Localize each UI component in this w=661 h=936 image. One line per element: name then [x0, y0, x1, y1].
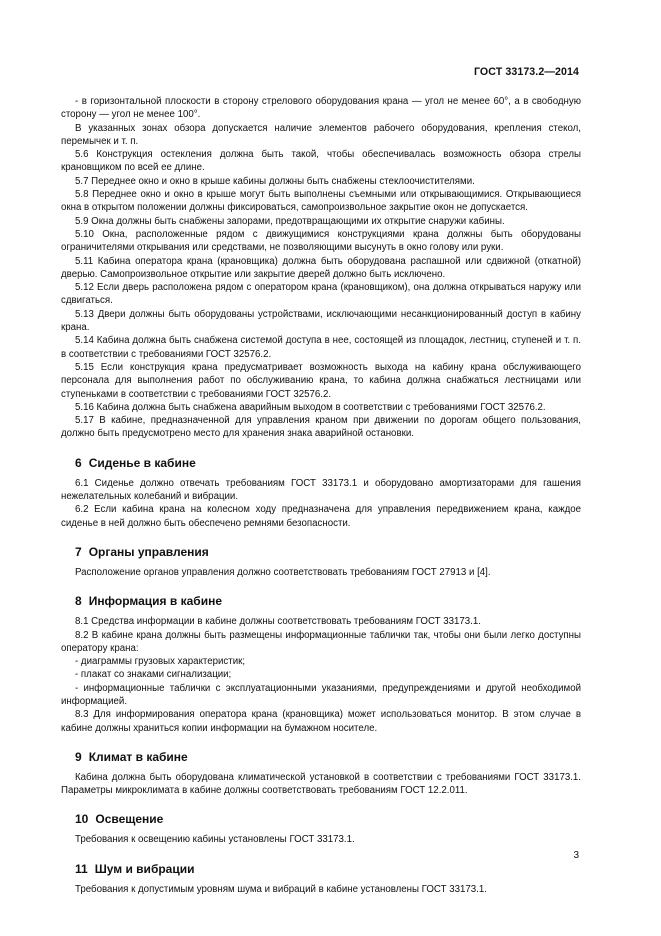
list-item-info-plates: - информационные таблички с эксплуатационными указаниями, предупреждениями и другой необходимой информацией.: [61, 682, 581, 707]
section-7-heading: [61, 545, 581, 559]
paragraph-8-2: 8.2 В кабине крана должны быть размещены информационные таблички так, чтобы они были легко доступны оператору крана:: [61, 629, 581, 654]
paragraph-5-14: 5.14 Кабина должна быть снабжена системой доступа в нее, состоящей из площадок, лестниц, ступеней и т. п. в соответствии с требованиями ГОСТ 32576.2.: [61, 335, 581, 360]
page-number: 3: [573, 850, 579, 861]
paragraph-11: Требования к допустимым уровням шума и вибраций в кабине установлены ГОСТ 33173.1.: [75, 883, 487, 895]
paragraph-6-1: 6.1 Сиденье должно отвечать требованиям ГОСТ 33173.1 и оборудовано амортизаторами для гашения нежелательных колебаний и вибрации.: [61, 477, 581, 503]
paragraph-5-9: 5.9 Окна должны быть снабжены запорами, предотвращающими их открытие снаружи кабины.: [75, 215, 505, 227]
section-6-title: Сиденье в кабине: [88, 455, 196, 470]
list-item-signal-poster: - плакат со знаками сигнализации;: [75, 669, 232, 681]
section-11-title: Шум и вибрации: [94, 861, 195, 876]
section-6-heading: [61, 456, 581, 470]
paragraph-5-13: 5.13 Двери должны быть оборудованы устройствами, исключающими несанкционированный доступ в кабину крана.: [61, 308, 581, 334]
paragraph-5-10: 5.10 Окна, расположенные рядом с движущимися конструкциями крана должны быть оборудованы ограничителями открывания или средствами, не позволяющими высунуть в окно голову или руки.: [61, 228, 581, 254]
paragraph-5-6: 5.6 Конструкция остекления должна быть такой, чтобы обеспечивалась возможность обзора стрелы крановщиком по всей ее длине.: [61, 149, 581, 174]
paragraph-5-view-angles: - в горизонтальной плоскости в сторону стрелового оборудования крана — угол не менее 60°, а в свободную сторону — угол не менее 100°.: [61, 96, 581, 121]
paragraph-5-11: 5.11 Кабина оператора крана (крановщика) должна быть оборудована распашной или сдвижной (откатной) дверью. Самопроизвольное открытие или закрытие дверей должно быть исключено.: [61, 255, 581, 280]
section-10-title: Освещение: [95, 812, 164, 827]
document-id: ГОСТ 33173.2—2014: [473, 66, 579, 78]
list-item-load-charts: - диаграммы грузовых характеристик;: [75, 656, 246, 668]
paragraph-8-1: 8.1 Средства информации в кабине должны соответствовать требованиям ГОСТ 33173.1.: [75, 616, 481, 628]
section-7-number: 7: [75, 544, 82, 559]
paragraph-6-2: 6.2 Если кабина крана на колесном ходу предназначена для управления передвижением крана, каждое сиденье в ней должно быть обеспечено ремнями безопасности.: [61, 504, 581, 529]
paragraph-5-17: 5.17 В кабине, предназначенной для управления краном при движении по дорогам общего пользования, должно быть предусмотрено место для хранения знака аварийной остановки.: [61, 415, 581, 440]
section-10-number: 10: [75, 812, 89, 827]
paragraph-5-8: 5.8 Переднее окно и окно в крыше могут быть выполнены съемными или открывающимися. Открывающиеся окна в открытом положении должны фиксироваться, самопроизвольное закрытие окон не допускается.: [61, 189, 581, 214]
paragraph-5-15: 5.15 Если конструкция крана предусматривает возможность выхода на кабину крана обслуживающего персонала для выполнения работ по обслуживанию крана, то кабина должна снабжаться лестницами или ступеньками в соответствии с требованиями ГОСТ 32576.2.: [61, 361, 581, 400]
section-7-title: Органы управления: [88, 544, 209, 559]
section-11-heading: [61, 862, 581, 876]
section-9-number: 9: [75, 749, 82, 764]
paragraph-7: Расположение органов управления должно соответствовать требованиям ГОСТ 27913 и [4].: [75, 566, 491, 578]
section-8-number: 8: [75, 594, 82, 609]
paragraph-5-7: 5.7 Переднее окно и окно в крыше кабины должны быть снабжены стеклоочистителями.: [75, 175, 475, 187]
section-8-title: Информация в кабине: [88, 594, 222, 609]
section-11-number: 11: [75, 861, 88, 876]
section-9-title: Климат в кабине: [88, 749, 188, 764]
paragraph-9: Кабина должна быть оборудована климатической установкой в соответствии с требованиями ГОСТ 33173.1. Параметры микроклимата в кабине должны соответствовать требованиям ГОСТ 12.2.011.: [61, 771, 581, 797]
section-8-heading: [61, 594, 581, 608]
paragraph-10: Требования к освещению кабины установлены ГОСТ 33173.1.: [75, 834, 355, 846]
page-content: [61, 95, 581, 896]
section-10-heading: [61, 812, 581, 826]
paragraph-8-3: 8.3 Для информирования оператора крана (крановщика) может использоваться монитор. В этом случае в кабине должны храниться копии информации на бумажном носителе.: [61, 709, 581, 734]
paragraph-5-12: 5.12 Если дверь расположена рядом с оператором крана (крановщиком), она должна открываться наружу или сдвигаться.: [61, 282, 581, 307]
section-9-heading: [61, 750, 581, 764]
paragraph-5-16: 5.16 Кабина должна быть снабжена аварийным выходом в соответствии с требованиями ГОСТ 32576.2.: [75, 401, 546, 413]
paragraph-5-view-zones: В указанных зонах обзора допускается наличие элементов рабочего оборудования, крепления стекол, перемычек и т. п.: [61, 122, 581, 147]
section-6-number: 6: [75, 455, 82, 470]
